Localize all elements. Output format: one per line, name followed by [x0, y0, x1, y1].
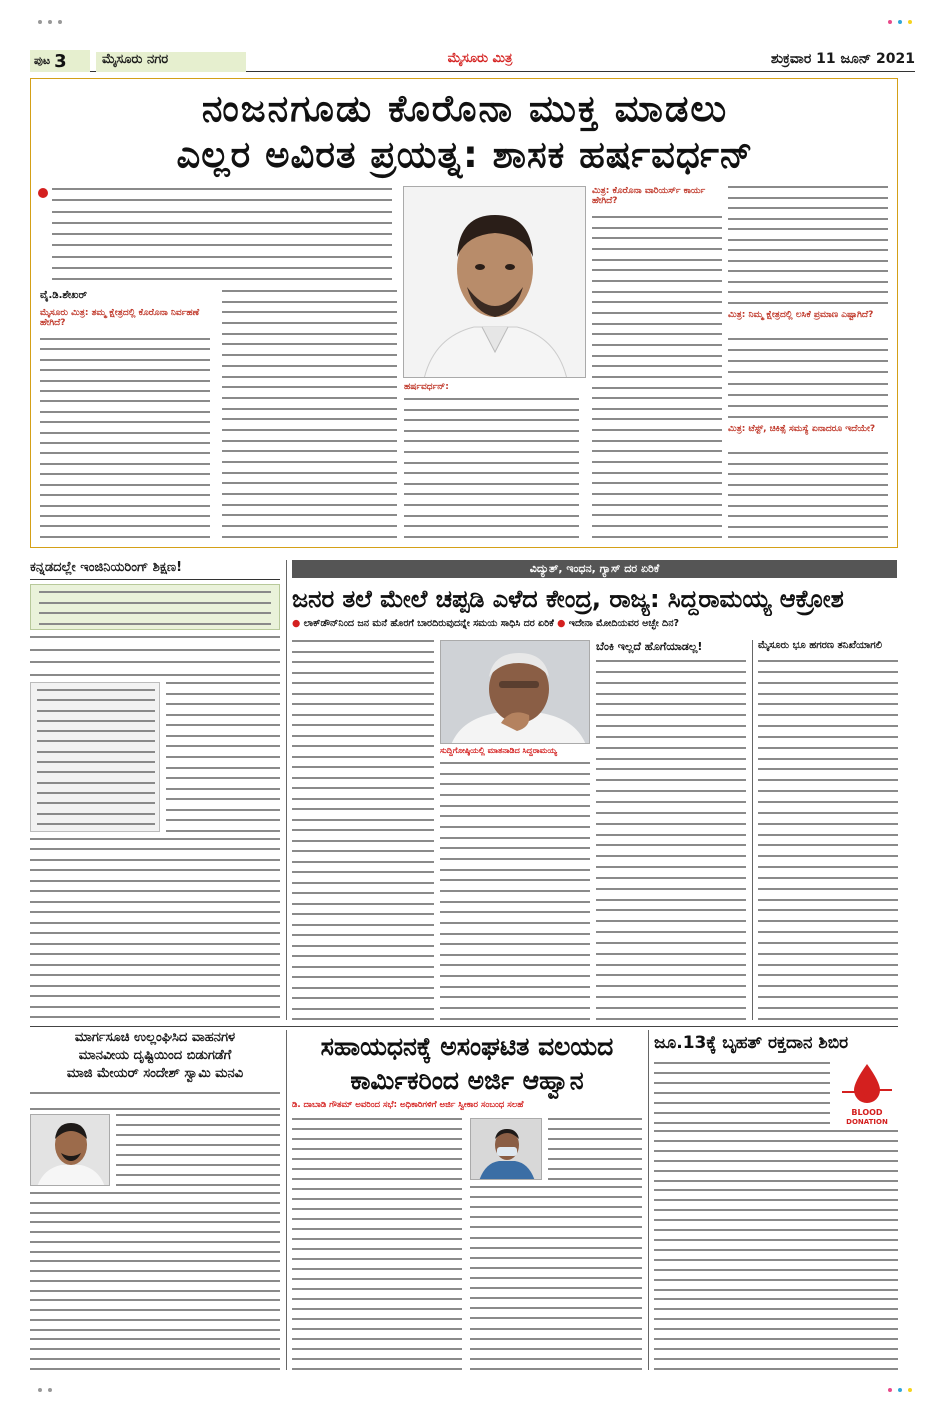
relief-col2-text-side [548, 1118, 642, 1180]
blood-text-bottom [654, 1130, 898, 1370]
mayor-text-bottom [30, 1192, 280, 1370]
lead-col5-text-top [728, 186, 888, 304]
section-name: ಮೈಸೂರು ನಗರ [96, 52, 246, 72]
page-header [30, 50, 915, 72]
qa-question-3: ಮಿತ್ರ: ನಿಮ್ಮ ಕ್ಷೇತ್ರದಲ್ಲಿ ಲಸಿಕೆ ಪ್ರಮಾಣ ಎಷ್ಟಾಗಿದೆ? [728, 310, 874, 320]
engineering-headline: ಕನ್ನಡದಲ್ಲೇ ಇಂಜಿನಿಯರಿಂಗ್ ಶಿಕ್ಷಣ! [30, 560, 280, 580]
siddaramaiah-col3-text [596, 660, 746, 1020]
engineering-text-side [166, 682, 280, 832]
registration-marks-top [30, 10, 915, 16]
qa-question-4: ಮಿತ್ರ: ಟೆಸ್ಟ್, ಚಿಕಿತ್ಸೆ ಸಮಸ್ಯೆ ಏನಾದರೂ ಇದೆಯೇ? [728, 424, 876, 434]
kicker-bar: ವಿದ್ಯುತ್, ಇಂಧನ, ಗ್ಯಾಸ್ ದರ ಏರಿಕೆ [292, 560, 897, 578]
engineering-text-bottom [30, 838, 280, 1018]
mayor-portrait [30, 1114, 110, 1186]
highlights-text [39, 591, 271, 625]
column-rule [648, 1030, 649, 1370]
qa-question-1: ಮೈಸೂರು ಮಿತ್ರ: ತಮ್ಮ ಕ್ಷೇತ್ರದಲ್ಲಿ ಕೊರೊನಾ ನಿರ್ವಹಣೆ ಹೇಗಿದೆ? [40, 308, 200, 328]
column-rule [286, 1030, 287, 1370]
relief-headline-line2: ಕಾರ್ಮಿಕರಿಂದ ಅರ್ಜಿ ಆಹ್ವಾನ [350, 1066, 584, 1095]
meeting-photo [470, 1118, 542, 1180]
lead-col3-text [404, 398, 579, 538]
mayor-text-side [116, 1114, 280, 1186]
right-column-subhead: ಮೈಸೂರು ಭೂ ಹಗರಣ ತನಿಖೆಯಾಗಲಿ [758, 640, 883, 651]
photo-caption: ಸುದ್ದಿಗೋಷ್ಠಿಯಲ್ಲಿ ಮಾತನಾಡಿದ ಸಿದ್ದರಾಮಯ್ಯ [440, 746, 558, 755]
mayor-headline-line3: ಮಾಜಿ ಮೇಯರ್ ಸಂದೇಶ್ ಸ್ವಾಮಿ ಮನವಿ [66, 1066, 244, 1081]
lead-headline-line2: ಎಲ್ಲರ ಅವಿರತ ಪ್ರಯತ್ನ: ಶಾಸಕ ಹರ್ಷವರ್ಧನ್ [176, 133, 754, 176]
masthead: ಮೈಸೂರು ಮಿತ್ರ [447, 51, 513, 66]
logo-text-1: BLOOD [851, 1108, 883, 1117]
column-rule [752, 640, 753, 1020]
lead-col1-text [40, 338, 210, 538]
relief-headline-line1: ಸಹಾಯಧನಕ್ಕೆ ಅಸಂಘಟಿತ ವಲಯದ [320, 1032, 614, 1061]
relief-col1-text [292, 1118, 462, 1370]
issue-date: ಶುಕ್ರವಾರ 11 ಜೂನ್ 2021 [770, 51, 915, 67]
registration-marks-bottom [30, 1378, 915, 1384]
section-divider [30, 1026, 898, 1027]
lead-col5-text-mid [728, 338, 888, 418]
siddaramaiah-photo [440, 640, 590, 744]
column-rule [286, 560, 287, 1020]
mayor-headline-line1: ಮಾರ್ಗಸೂಚಿ ಉಲ್ಲಂಘಿಸಿದ ವಾಹನಗಳ [74, 1030, 236, 1045]
lead-col2-text [222, 290, 397, 538]
page-number: 3 [54, 50, 67, 72]
qa-question-2: ಮಿತ್ರ: ಕೊರೊನಾ ವಾರಿಯರ್ಸ್ ಕಾರ್ಯ ಹೇಗಿದೆ? [592, 186, 706, 206]
bullet-1: ಲಾಕ್‌ಡೌನ್‌ನಿಂದ ಜನ ಮನೆ ಹೊರಗೆ ಬಾರದಿರುವುದನ್ನೇ ಸಮಯ ಸಾಧಿಸಿ ದರ ಏರಿಕೆ [303, 618, 554, 629]
siddaramaiah-subhead: ಬೆಂಕಿ ಇಲ್ಲದೆ ಹೊಗೆಯಾಡಲ್ಲ! [596, 640, 703, 653]
pullquote-text [37, 689, 155, 825]
blood-drive-headline: ಜೂ.13ಕ್ಕೆ ಬೃಹತ್ ರಕ್ತದಾನ ಶಿಬಿರ [654, 1033, 849, 1053]
siddaramaiah-headline: ಜನರ ತಲೆ ಮೇಲೆ ಚಪ್ಪಡಿ ಎಳೆದ ಕೇಂದ್ರ, ರಾಜ್ಯ: ಸಿದ್ದರಾಮಯ್ಯ ಆಕ್ರೋಶ [292, 585, 844, 613]
bullet-2: ಇದೇನಾ ಮೋದಿಯವರ ಅಚ್ಛೇ ದಿನ? [568, 618, 679, 629]
byline: ವೈ.ಡಿ.ಶೇಖರ್ [40, 290, 87, 301]
lead-col4-text [592, 216, 722, 538]
red-bullet-icon [38, 188, 48, 198]
mayor-headline-line2: ಮಾನವೀಯ ದೃಷ್ಟಿಯಿಂದ ಬಿಡುಗಡೆಗೆ [78, 1048, 232, 1063]
logo-text-2: DONATION [846, 1118, 888, 1126]
blood-text-top [654, 1062, 830, 1124]
relief-subhead: ಡಿ. ದಾಬಾಡಿ ಗೌತಮ್ ಅವರಿಂದ ಸಭೆ: ಅಧಿಕಾರಿಗಳಿಗೆ ಅರ್ಜಿ ಸ್ವೀಕಾರ ಸಂಬಂಧ ಸಲಹೆ [292, 1100, 524, 1110]
qa-answer-label: ಹರ್ಷವರ್ಧನ್: [404, 382, 449, 392]
relief-col2-text [470, 1186, 642, 1370]
lead-intro-text [52, 188, 392, 280]
siddaramaiah-col1-text [292, 640, 434, 1020]
page-label: ಪುಟ [34, 54, 51, 67]
engineering-pullquote [30, 682, 160, 832]
page-number-tab [30, 50, 90, 72]
blood-donation-logo [836, 1062, 898, 1124]
right-column-text [758, 660, 898, 1020]
lead-col5-text-bottom [728, 452, 888, 538]
engineering-text-top [30, 636, 280, 676]
mayor-text-top [30, 1092, 280, 1110]
siddaramaiah-bullets: ● ಲಾಕ್‌ಡೌನ್‌ನಿಂದ ಜನ ಮನೆ ಹೊರಗೆ ಬಾರದಿರುವುದನ್ನೇ ಸಮಯ ಸಾಧಿಸಿ ದರ ಏರಿಕೆ ● ಇದೇನಾ ಮೋದಿಯವರ ಅಚ್ಛೇ ದಿನ? [292, 618, 679, 629]
mla-portrait-photo [403, 186, 586, 378]
blood-drop-icon [836, 1062, 898, 1104]
engineering-highlights-box [30, 584, 280, 630]
siddaramaiah-col2-text [440, 762, 590, 1020]
lead-headline-line1: ನಂಜನಗೂಡು ಕೊರೊನಾ ಮುಕ್ತ ಮಾಡಲು [201, 87, 729, 130]
